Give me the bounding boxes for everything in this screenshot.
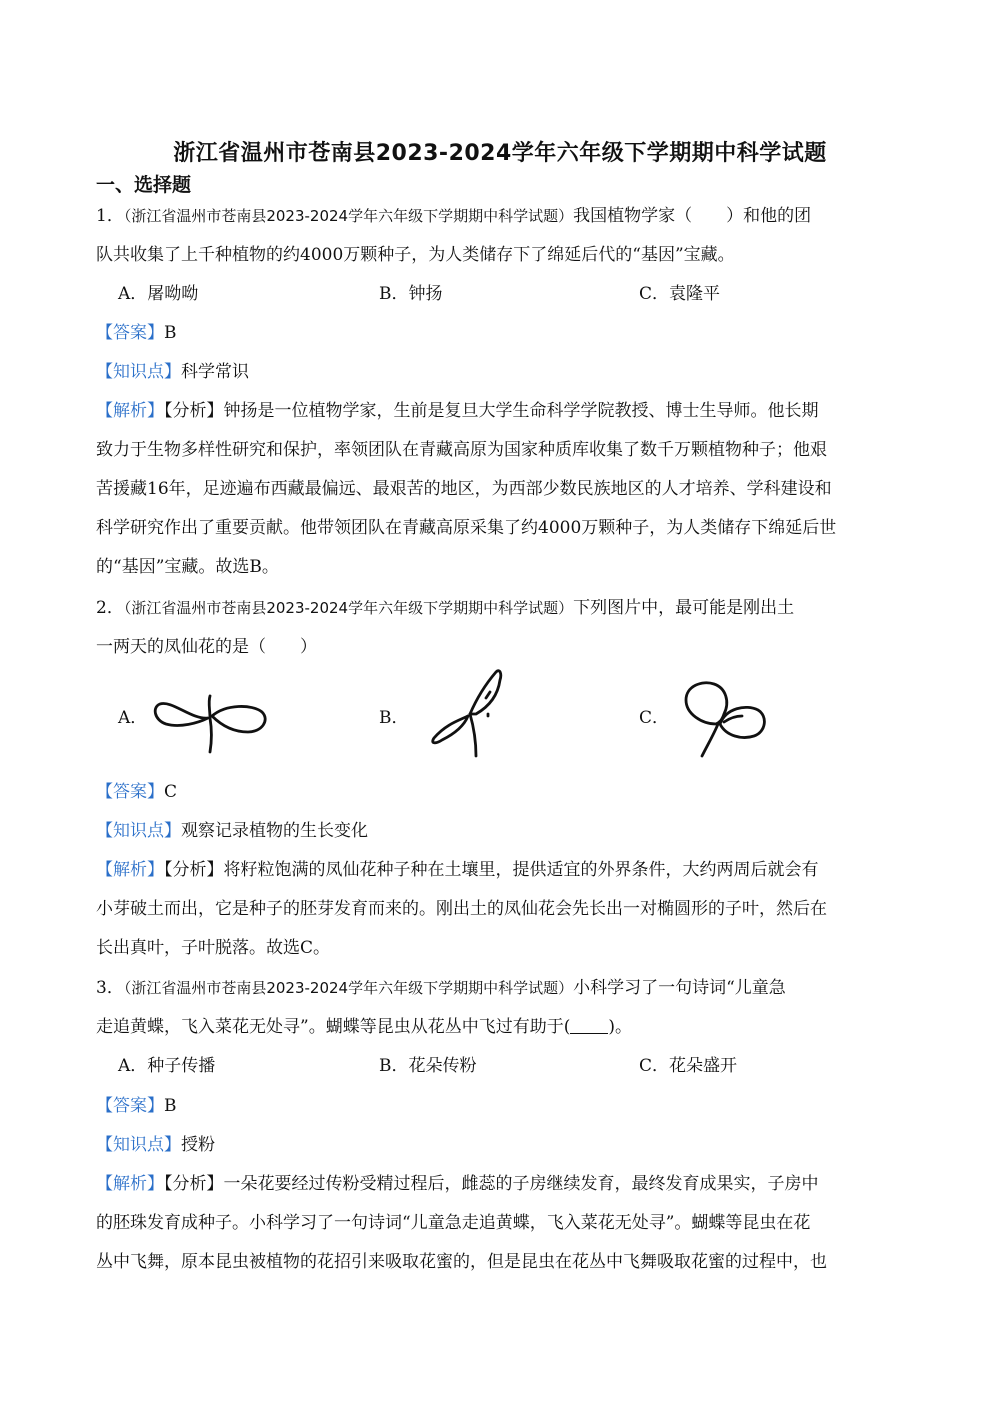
q2-analysis-text: 【分析】将籽粒饱满的凤仙花种子种在土壤里，提供适宜的外界条件，大约两周后就会有 [164, 860, 819, 880]
knowledge-label: 【知识点】 [96, 362, 181, 382]
q2-stem-line1 [96, 596, 904, 620]
q3-answer-blank [570, 1017, 608, 1034]
q1-stem-line2: 队共收集了上千种植物的约4000万颗种子，为人类储存下了绵延后代的“基因”宝藏。 [96, 245, 735, 265]
q1-stem-line1 [96, 204, 904, 228]
q1-analysis-line2: 致力于生物多样性研究和保护，率领团队在青藏高原为国家种质库收集了数千万颗植物种子；他艰 [96, 440, 827, 460]
answer-label: 【答案】 [96, 323, 164, 343]
knowledge-label: 【知识点】 [96, 1135, 181, 1155]
q2-knowledge [96, 819, 904, 843]
q2-analysis-line3: 长出真叶，子叶脱落。故选C。 [96, 938, 331, 958]
q3-number: 3． [96, 978, 124, 998]
q1-knowledge [96, 360, 904, 384]
q1-analysis-text: 【分析】钟扬是一位植物学家，生前是复旦大学生命科学学院教授、博士生导师。他长期 [164, 401, 819, 421]
q3-answer [96, 1094, 904, 1118]
q2-stem-text: 下列图片中，最可能是刚出土 [573, 598, 795, 618]
q3-answer-value: B [164, 1096, 177, 1116]
q3-knowledge-value: 授粉 [181, 1135, 215, 1155]
q2-analysis-line2: 小芽破土而出，它是种子的胚芽发育而来的。刚出土的凤仙花会先长出一对椭圆形的子叶，然后在 [96, 899, 827, 919]
analysis-label: 【解析】 [96, 1174, 164, 1194]
q3-analysis-text: 【分析】一朵花要经过传粉受精过程后，雌蕊的子房继续发育，最终发育成果实，子房中 [164, 1174, 819, 1194]
q1-analysis-line3: 苦援藏16年，足迹遍布西藏最偏远、最艰苦的地区，为西部少数民族地区的人才培养、学科建设和 [96, 479, 832, 499]
analysis-label: 【解析】 [96, 860, 164, 880]
q3-knowledge [96, 1133, 904, 1157]
q2-option-a: A． [118, 708, 148, 728]
q3-analysis-line1 [96, 1172, 904, 1196]
answer-label: 【答案】 [96, 782, 164, 802]
q3-stem-text-post: )。 [608, 1017, 632, 1037]
q3-stem-text: 小科学习了一句诗词“儿童急 [573, 978, 786, 998]
q3-stem-line1 [96, 976, 904, 1000]
q3-analysis-line2: 的胚珠发育成种子。小科学习了一句诗词“儿童急走追黄蝶，飞入菜花无处寻”。蝴蝶等昆虫在花 [96, 1213, 811, 1233]
q2-option-b: B． [379, 708, 409, 728]
q1-analysis-line1 [96, 399, 904, 423]
page-title: 浙江省温州市苍南县2023-2024学年六年级下学期期中科学试题 [173, 141, 827, 166]
q2-knowledge-value: 观察记录植物的生长变化 [181, 821, 368, 841]
q1-number: 1． [96, 206, 124, 226]
q1-analysis-line4: 科学研究作出了重要贡献。他带领团队在青藏高原采集了约4000万颗种子，为人类储存下绵延后世 [96, 518, 837, 538]
q2-analysis-line1 [96, 858, 904, 882]
answer-label: 【答案】 [96, 1096, 164, 1116]
q3-option-a: A．种子传播 [118, 1056, 216, 1076]
q1-answer-value: B [164, 323, 177, 343]
q1-answer [96, 321, 904, 345]
q1-source: （浙江省温州市苍南县2023-2024学年六年级下学期期中科学试题） [123, 207, 574, 225]
q1-option-a: A．屠呦呦 [118, 284, 199, 304]
q3-option-b: B．花朵传粉 [379, 1056, 477, 1076]
q2-answer-value: C [164, 782, 178, 802]
q3-source: （浙江省温州市苍南县2023-2024学年六年级下学期期中科学试题） [123, 979, 574, 997]
q2-number: 2． [96, 598, 124, 618]
q1-stem-text: 我国植物学家（ ）和他的团 [573, 206, 812, 226]
knowledge-label: 【知识点】 [96, 821, 181, 841]
q3-stem-line2 [96, 1015, 904, 1039]
q1-knowledge-value: 科学常识 [181, 362, 249, 382]
q2-answer [96, 780, 904, 804]
seedling-true-leaves-image [420, 664, 510, 760]
q3-analysis-line3: 丛中飞舞，原本昆虫被植物的花招引来吸取花蜜的，但是昆虫在花丛中飞舞吸取花蜜的过程中，也 [96, 1252, 827, 1272]
seedling-two-leaves-image [152, 690, 274, 760]
analysis-label: 【解析】 [96, 401, 164, 421]
q2-source: （浙江省温州市苍南县2023-2024学年六年级下学期期中科学试题） [123, 599, 574, 617]
q1-option-c: C．袁隆平 [639, 284, 721, 304]
q2-stem-line2: 一两天的凤仙花的是（ ） [96, 637, 317, 657]
q1-option-b: B．钟扬 [379, 284, 443, 304]
q2-option-c: C． [639, 708, 670, 728]
q3-stem-text-pre: 走追黄蝶，飞入菜花无处寻”。蝴蝶等昆虫从花丛中飞过有助于( [96, 1017, 571, 1037]
seedling-round-cotyledons-image [680, 678, 772, 760]
q3-option-c: C．花朵盛开 [639, 1056, 738, 1076]
section-heading: 一、选择题 [96, 174, 192, 196]
q1-analysis-line5: 的“基因”宝藏。故选B。 [96, 557, 279, 577]
